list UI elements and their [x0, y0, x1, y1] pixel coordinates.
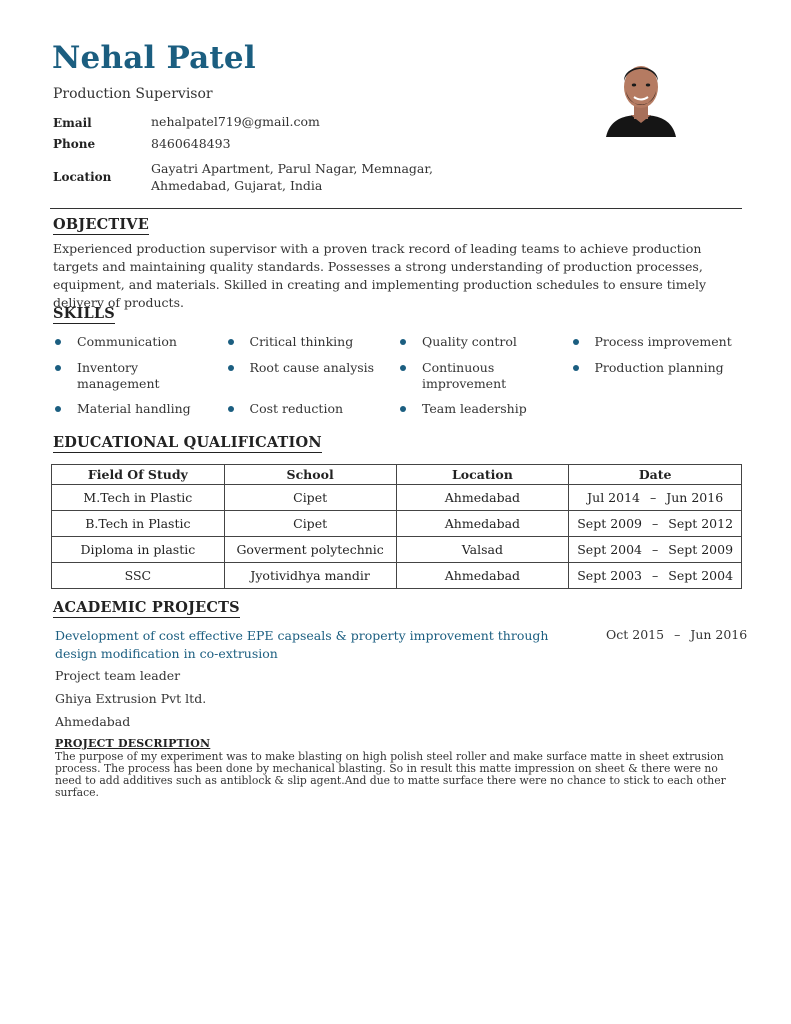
school-cell: Cipet: [224, 511, 396, 537]
column-header: Date: [569, 465, 742, 485]
education-table: [51, 464, 742, 589]
project-title: Development of cost effective EPE capseals & property improvement through design modification in co-extrusion: [55, 628, 549, 661]
skill-item: [571, 360, 744, 392]
school-cell: Jyotividhya mandir: [224, 563, 396, 589]
education-heading: EDUCATIONAL QUALIFICATION: [53, 434, 322, 451]
bullet-dot-icon: [55, 339, 61, 345]
skill-label: Communication: [77, 334, 177, 349]
date-cell: [569, 511, 742, 537]
project-dates: [606, 627, 747, 642]
skill-item: [226, 334, 399, 350]
bullet-dot-icon: [400, 406, 406, 412]
location-cell: Ahmedabad: [396, 485, 569, 511]
bullet-dot-icon: [573, 365, 579, 371]
date-dash: –: [652, 542, 659, 557]
skill-item: [398, 401, 571, 417]
column-header: Field Of Study: [52, 465, 225, 485]
skills-row: [53, 334, 743, 350]
skill-item: [398, 334, 571, 350]
bullet-dot-icon: [228, 406, 234, 412]
skill-item: [226, 360, 399, 392]
bullet-dot-icon: [55, 365, 61, 371]
date-dash: –: [674, 627, 681, 642]
project-description-heading: PROJECT DESCRIPTION: [55, 737, 211, 750]
table-row: [52, 537, 742, 563]
date-end: Sept 2012: [668, 516, 734, 531]
location-cell: Ahmedabad: [396, 563, 569, 589]
location-value: Gayatri Apartment, Parul Nagar, Memnagar, Ahmedabad, Gujarat, India: [151, 161, 433, 193]
field-cell: B.Tech in Plastic: [52, 511, 225, 537]
table-header-row: [52, 465, 742, 485]
contact-label: Location: [53, 170, 112, 184]
project-end: Jun 2016: [690, 627, 748, 642]
contact-label: Phone: [53, 137, 96, 151]
skill-label: Production planning: [594, 360, 724, 375]
table-row: [52, 511, 742, 537]
skill-label: Critical thinking: [249, 334, 354, 349]
school-cell: Goverment polytechnic: [224, 537, 396, 563]
bullet-dot-icon: [400, 339, 406, 345]
skill-label: Material handling: [77, 401, 191, 416]
contact-location-row: [53, 157, 453, 197]
skill-label: Continuous improvement: [422, 360, 507, 391]
bullet-dot-icon: [228, 339, 234, 345]
skill-label: Root cause analysis: [249, 360, 375, 375]
email-value: nehalpatel719@gmail.com: [151, 113, 320, 129]
job-title: Production Supervisor: [53, 86, 213, 102]
contact-block: [53, 112, 453, 197]
date-end: Sept 2009: [668, 542, 734, 557]
bullet-dot-icon: [573, 339, 579, 345]
project-start: Oct 2015: [606, 627, 665, 642]
date-start: Sept 2003: [577, 568, 643, 583]
skill-item: [53, 401, 226, 417]
skills-row: [53, 360, 743, 392]
objective-heading: OBJECTIVE: [53, 216, 150, 233]
date-cell: [569, 563, 742, 589]
bullet-dot-icon: [55, 406, 61, 412]
field-cell: M.Tech in Plastic: [52, 485, 225, 511]
contact-phone-row: [53, 133, 453, 155]
skill-item: [571, 334, 744, 350]
profile-photo-icon: [596, 53, 686, 137]
date-dash: –: [650, 490, 657, 505]
bullet-dot-icon: [228, 365, 234, 371]
project-description: The purpose of my experiment was to make blasting on high polish steel roller and make surface matte in sheet extrusion process. The process has been done by mechanical blasting. So in result this matte impression on sheet & there were no need to add additives such as antiblock & slip agent.And due to matte surface there were no chance to stick to each other surface.: [55, 750, 726, 799]
location-cell: Ahmedabad: [396, 511, 569, 537]
column-header: School: [224, 465, 396, 485]
table-row: [52, 563, 742, 589]
skill-label: Process improvement: [594, 334, 732, 349]
date-cell: [569, 485, 742, 511]
skill-item: [53, 334, 226, 350]
phone-value: 8460648493: [151, 135, 231, 151]
date-end: Sept 2004: [668, 568, 734, 583]
bullet-dot-icon: [400, 365, 406, 371]
project-role: Project team leader: [55, 668, 181, 683]
skill-item: [53, 360, 226, 392]
contact-email-row: [53, 112, 453, 133]
date-start: Sept 2004: [577, 542, 643, 557]
skills-list: [53, 334, 743, 426]
objective-text: Experienced production supervisor with a proven track record of leading teams to achieve production targets and maintaining quality standards. Possesses a strong understanding of production processes, equipment, and materials. Skilled in creating and implementing production schedules to ensure timely delivery of products.: [53, 241, 707, 310]
skill-label: Cost reduction: [249, 401, 344, 416]
skill-item: [226, 401, 399, 417]
project-company: Ghiya Extrusion Pvt ltd.: [55, 691, 207, 706]
date-start: Jul 2014: [587, 490, 640, 505]
skills-heading: SKILLS: [53, 305, 115, 322]
skill-label: Quality control: [422, 334, 517, 349]
candidate-name: Nehal Patel: [52, 40, 256, 76]
skill-label: Inventory management: [77, 360, 160, 391]
school-cell: Cipet: [224, 485, 396, 511]
table-row: [52, 485, 742, 511]
skill-label: Team leadership: [422, 401, 527, 416]
skills-row: [53, 401, 743, 417]
projects-heading: ACADEMIC PROJECTS: [53, 599, 240, 616]
date-dash: –: [652, 516, 659, 531]
date-cell: [569, 537, 742, 563]
skill-item: [398, 360, 571, 392]
date-end: Jun 2016: [666, 490, 724, 505]
project-city: Ahmedabad: [55, 714, 131, 729]
field-cell: SSC: [52, 563, 225, 589]
location-cell: Valsad: [396, 537, 569, 563]
date-dash: –: [652, 568, 659, 583]
field-cell: Diploma in plastic: [52, 537, 225, 563]
date-start: Sept 2009: [577, 516, 643, 531]
profile-photo: [596, 53, 686, 137]
contact-label: Email: [53, 115, 92, 130]
header-divider: [50, 208, 742, 209]
column-header: Location: [396, 465, 569, 485]
